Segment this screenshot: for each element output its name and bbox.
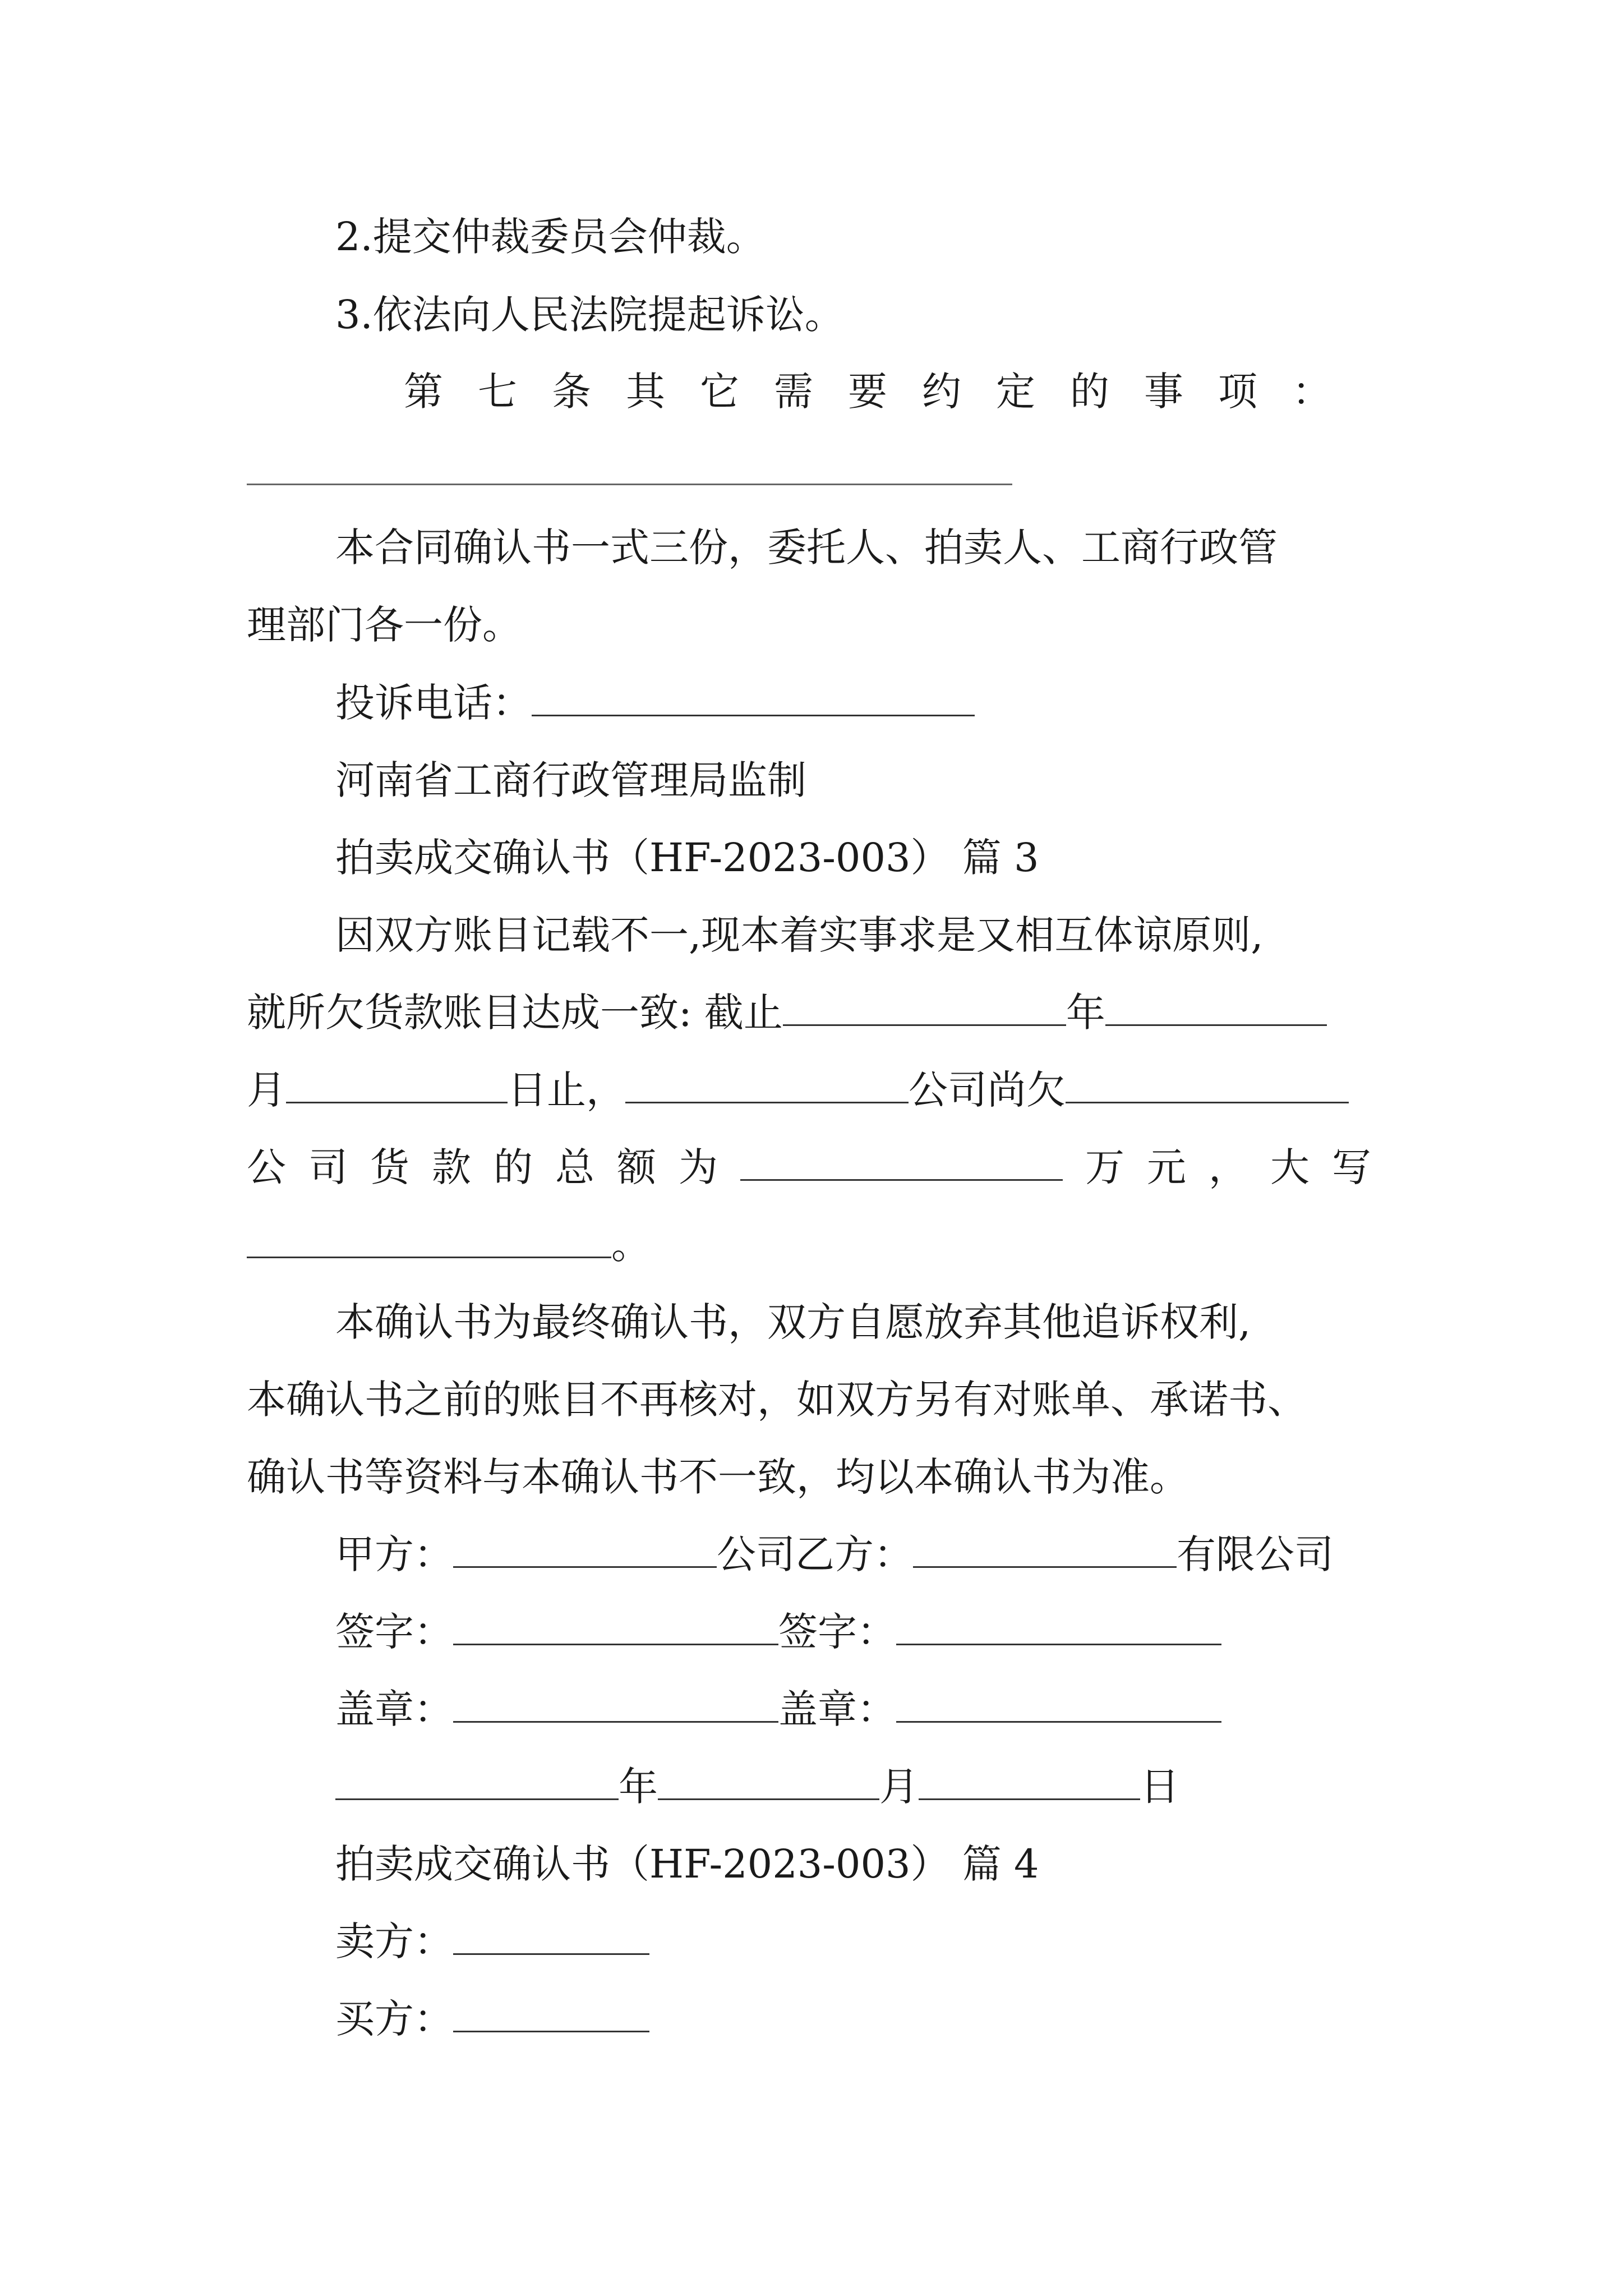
party-b-label: 公司乙方：	[717, 1531, 913, 1577]
year-blank[interactable]	[783, 991, 1066, 1026]
month-label: 月	[247, 1067, 286, 1113]
section-title-3: 拍卖成交确认书（HF-2023-003） 篇 3	[335, 835, 1039, 881]
buyer-label: 买方：	[335, 1996, 453, 2042]
complaint-phone	[335, 678, 975, 728]
article-7-blank[interactable]	[247, 484, 1012, 485]
capital-label: 万元，大写	[1085, 1144, 1394, 1190]
buyer-line	[335, 1994, 649, 2044]
date-day-blank[interactable]	[919, 1765, 1140, 1800]
seller-blank[interactable]	[453, 1920, 649, 1955]
signature-a-blank[interactable]	[453, 1610, 778, 1645]
signature-line	[335, 1607, 1221, 1657]
period-mark: 。	[611, 1222, 651, 1268]
total-amount-label: 公司货款的总额为	[247, 1144, 740, 1190]
clause-item-2: 2.提交仲裁委员会仲裁。	[335, 214, 766, 260]
seller-label: 卖方：	[335, 1918, 453, 1964]
confirm-paragraph-line1: 因双方账目记载不一,现本着实事求是又相互体谅原则,	[335, 912, 1264, 958]
capital-amount-blank[interactable]	[247, 1223, 611, 1258]
confirm-paragraph-line3	[247, 1065, 1349, 1115]
buyer-blank[interactable]	[453, 1997, 649, 2032]
signature-b-blank[interactable]	[896, 1610, 1221, 1645]
seal-line	[335, 1684, 1221, 1734]
as-of-label: 就所欠货款账目达成一致: 截止	[247, 990, 783, 1036]
seal-a-label: 盖章：	[335, 1686, 453, 1732]
copies-paragraph-line2: 理部门各一份。	[247, 602, 522, 648]
day-blank[interactable]	[286, 1068, 508, 1103]
party-b-blank[interactable]	[913, 1533, 1177, 1568]
party-a-blank[interactable]	[453, 1533, 717, 1568]
confirm-paragraph-line2	[247, 987, 1327, 1038]
signature-b-label: 签字：	[778, 1609, 896, 1655]
seller-line	[335, 1916, 649, 1967]
clause-item-3: 3.依法向人民法院提起诉讼。	[335, 292, 844, 338]
final-paragraph-line1: 本确认书为最终确认书，双方自愿放弃其他追诉权利,	[335, 1299, 1251, 1345]
creditor-blank[interactable]	[1066, 1068, 1349, 1103]
date-year-label: 年	[619, 1764, 658, 1810]
owes-label: 公司尚欠	[909, 1067, 1066, 1113]
date-month-label: 月	[879, 1764, 919, 1810]
confirm-paragraph-line4	[247, 1142, 1394, 1193]
copies-paragraph-line1: 本合同确认书一式三份，委托人、拍卖人、工商行政管	[335, 524, 1278, 570]
amount-blank[interactable]	[740, 1145, 1063, 1181]
supervisor-note: 河南省工商行政管理局监制	[335, 757, 806, 803]
limited-company-label: 有限公司	[1177, 1531, 1334, 1577]
signature-a-label: 签字：	[335, 1609, 453, 1655]
confirm-paragraph-line5	[247, 1220, 651, 1270]
section-title-4: 拍卖成交确认书（HF-2023-003） 篇 4	[335, 1841, 1039, 1887]
final-paragraph-line3: 确认书等资料与本确认书不一致，均以本确认书为准。	[247, 1454, 1189, 1500]
date-year-blank[interactable]	[335, 1765, 619, 1800]
party-line	[335, 1529, 1334, 1580]
date-line	[335, 1761, 1179, 1812]
article-7-heading: 第七条其它需要约定的事项：	[404, 369, 1366, 415]
date-day-label: 日	[1140, 1764, 1179, 1810]
complaint-phone-blank[interactable]	[532, 681, 975, 716]
seal-a-blank[interactable]	[453, 1687, 778, 1723]
day-until-label: 日止，	[508, 1067, 625, 1113]
party-a-label: 甲方：	[335, 1531, 453, 1577]
complaint-phone-label: 投诉电话：	[335, 680, 532, 726]
date-month-blank[interactable]	[658, 1765, 879, 1800]
seal-b-label: 盖章：	[778, 1686, 896, 1732]
seal-b-blank[interactable]	[896, 1687, 1221, 1723]
final-paragraph-line2: 本确认书之前的账目不再核对，如双方另有对账单、承诺书、	[247, 1377, 1307, 1423]
year-label: 年	[1066, 990, 1105, 1036]
debtor-blank[interactable]	[625, 1068, 909, 1103]
month-blank-a[interactable]	[1105, 991, 1327, 1026]
